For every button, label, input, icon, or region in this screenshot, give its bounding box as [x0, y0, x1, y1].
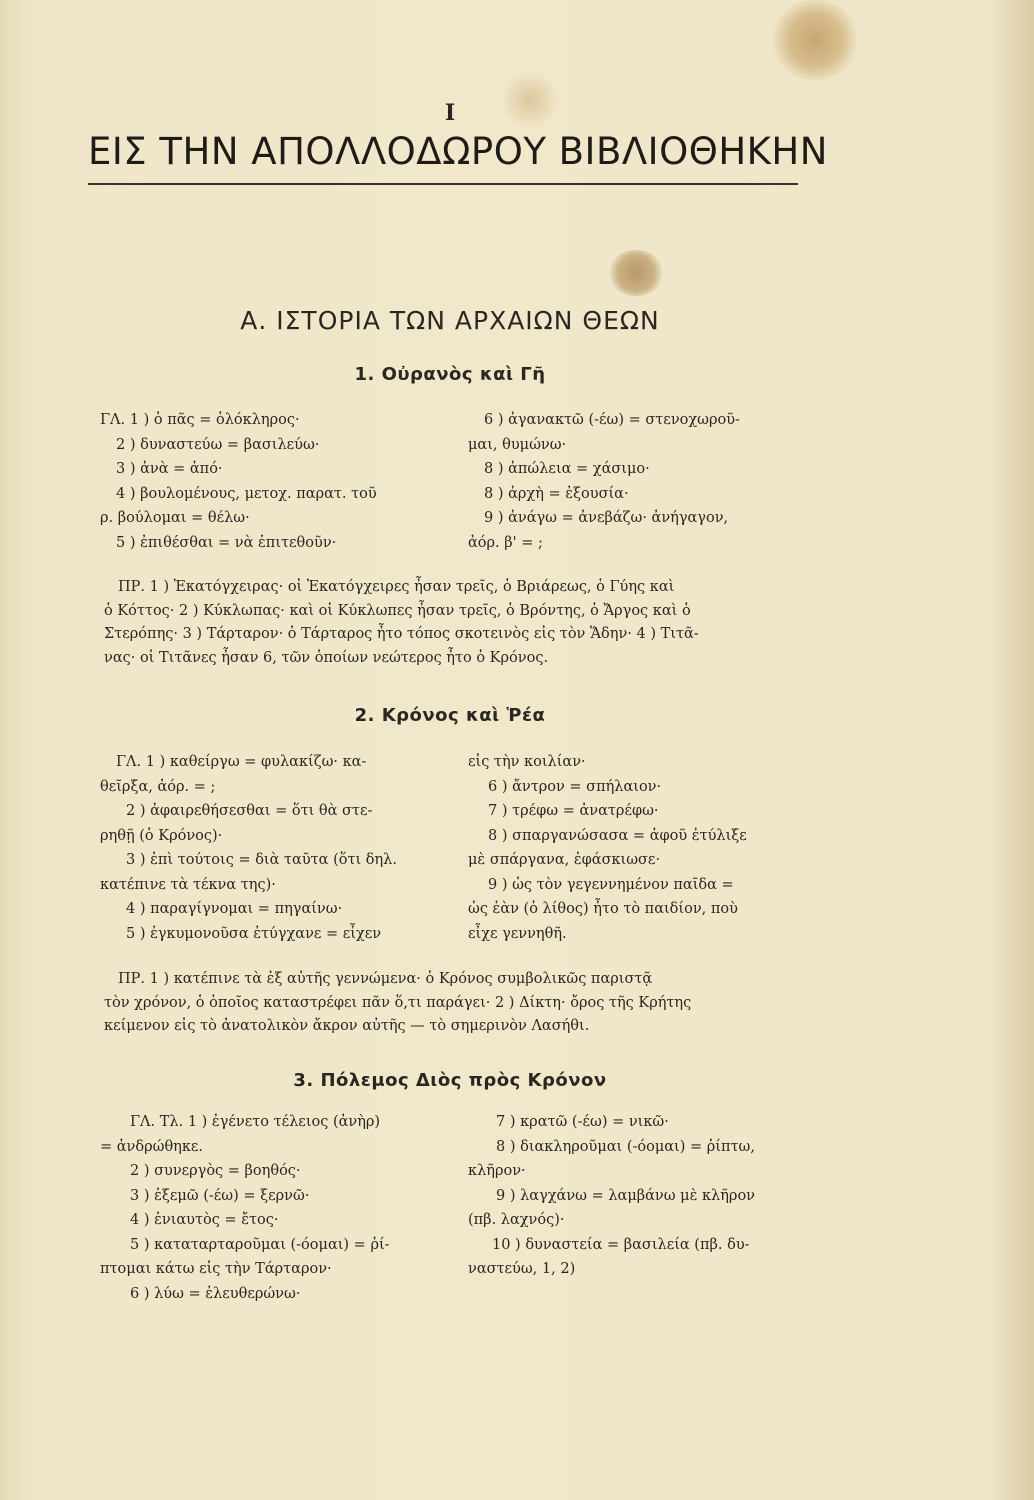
gloss-line: 2 ) δυναστεύω = βασιλεύω·: [116, 436, 320, 453]
gloss-line: θεῖρξα, ἀόρ. = ;: [100, 778, 216, 795]
gloss-line: 3 ) ἐξεμῶ (-έω) = ξερνῶ·: [130, 1187, 310, 1204]
gloss-line: 9 ) ὡς τὸν γεγεννημένον παῖδα =: [488, 876, 734, 893]
section-1-notes: [104, 576, 804, 670]
gloss-line: 4 ) ἐνιαυτὸς = ἔτος·: [130, 1212, 279, 1228]
gloss-line: ΓΛ. Τλ. 1 ) ἐγένετο τέλειος (ἀνὴρ): [130, 1114, 381, 1130]
gloss-line: 4 ) βουλομένους, μετοχ. παρατ. τοῦ: [116, 485, 377, 502]
paper-stain: [608, 250, 664, 296]
gloss-line: 8 ) σπαργανώσασα = ἀφοῦ ἐτύλιξε: [488, 827, 747, 844]
gloss-line: 5 ) ἐγκυμονοῦσα ἐτύγχανε = εἶχεν: [126, 925, 382, 942]
gloss-line: 7 ) τρέφω = ἀνατρέφω·: [488, 803, 659, 819]
gloss-line: 9 ) ἀνάγω = ἀνεβάζω· ἀνήγαγον,: [484, 510, 729, 526]
section-title-1: 1. Οὐρανὸς καὶ Γῆ: [354, 364, 546, 385]
gloss-line: 5 ) ἐπιθέσθαι = νὰ ἐπιτεθοῦν·: [116, 534, 337, 551]
note-line: νας· οἱ Τιτᾶνες ἦσαν 6, τῶν ὁποίων νεώτερος ἦτο ὁ Κρόνος.: [104, 649, 549, 666]
gloss-line: 3 ) ἀνὰ = ἀπό·: [116, 461, 223, 477]
gloss-line: ρηθῇ (ὁ Κρόνος)·: [100, 827, 223, 844]
section-3-glossary-right: [468, 1110, 818, 1282]
gloss-line: 2 ) συνεργὸς = βοηθός·: [130, 1163, 301, 1179]
note-line: ΠΡ. 1 ) κατέπινε τὰ ἐξ αὐτῆς γεννώμενα· ὁ Κρόνος συμβολικῶς παριστᾷ: [118, 971, 653, 987]
gloss-line: ΓΛ. 1 ) καθείργω = φυλακίζω· κα-: [116, 754, 367, 770]
gloss-line: ναστεύω, 1, 2): [468, 1261, 576, 1277]
note-line: κείμενον εἰς τὸ ἀνατολικὸν ἄκρον αὐτῆς — τὸ σημερινὸν Λασήθι.: [104, 1018, 590, 1034]
gloss-line: κλῆρον·: [468, 1163, 526, 1179]
gloss-line: 8 ) ἀρχὴ = ἐξουσία·: [484, 485, 629, 502]
gloss-line: 7 ) κρατῶ (-έω) = νικῶ·: [496, 1114, 669, 1130]
gloss-line: μὲ σπάργανα, ἐφάσκιωσε·: [468, 852, 661, 868]
gloss-line: 3 ) ἐπὶ τούτοις = διὰ ταῦτα (ὅτι δηλ.: [126, 852, 397, 868]
gloss-line: 4 ) παραγίγνομαι = πηγαίνω·: [126, 901, 343, 917]
section-title-2: 2. Κρόνος καὶ Ῥέα: [354, 705, 546, 726]
gloss-line: 2 ) ἀφαιρεθήσεσθαι = ὅτι θὰ στε-: [126, 803, 373, 819]
note-line: Στερόπης· 3 ) Τάρταρον· ὁ Τάρταρος ἦτο τόπος σκοτεινὸς εἰς τὸν Ἅδην· 4 ) Τιτᾶ-: [104, 626, 699, 642]
part-title: Α. ΙΣΤΟΡΙΑ ΤΩΝ ΑΡΧΑΙΩΝ ΘΕΩΝ: [240, 306, 660, 335]
gloss-line: 9 ) λαγχάνω = λαμβάνω μὲ κλῆρον: [496, 1187, 755, 1204]
gloss-line: 5 ) καταταρταροῦμαι (-όομαι) = ῥί-: [130, 1236, 390, 1253]
title-rule: [88, 183, 798, 185]
gloss-line: 6 ) λύω = ἐλευθερώνω·: [130, 1285, 301, 1302]
section-2-notes: [104, 968, 804, 1039]
gloss-line: μαι, θυμώνω·: [468, 436, 567, 453]
section-1-glossary-right: [468, 408, 818, 555]
gloss-line: = ἀνδρώθηκε.: [100, 1138, 204, 1155]
gloss-line: κατέπινε τὰ τέκνα της)·: [100, 876, 276, 893]
gloss-line: εἰς τὴν κοιλίαν·: [468, 754, 586, 770]
gloss-line: 6 ) ἄντρον = σπήλαιον·: [488, 778, 662, 795]
note-line: ὁ Κόττος· 2 ) Κύκλωπας· καὶ οἱ Κύκλωπες ἦσαν τρεῖς, ὁ Βρόντης, ὁ Ἄργος καὶ ὁ: [104, 602, 691, 619]
gloss-line: 6 ) ἀγανακτῶ (-έω) = στενοχωροῦ-: [484, 412, 740, 428]
section-2-glossary-right: [468, 750, 818, 946]
gloss-line: 10 ) δυναστεία = βασιλεία (πβ. δυ-: [492, 1236, 750, 1253]
gloss-line: πτομαι κάτω εἰς τὴν Τάρταρον·: [100, 1261, 332, 1277]
gloss-line: 8 ) ἀπώλεια = χάσιμο·: [484, 461, 650, 477]
chapter-numeral: Ι: [444, 100, 456, 126]
paper-stain: [770, 0, 860, 80]
section-title-3: 3. Πόλεμος Διὸς πρὸς Κρόνον: [293, 1070, 607, 1091]
gloss-line: (πβ. λαχνός)·: [468, 1212, 565, 1228]
note-line: τὸν χρόνον, ὁ ὁποῖος καταστρέφει πᾶν ὅ,τι παράγει· 2 ) Δίκτη· ὄρος τῆς Κρήτης: [104, 994, 692, 1011]
gloss-line: ΓΛ. 1 ) ὁ πᾶς = ὁλόκληρος·: [100, 412, 300, 428]
gloss-line: ἀόρ. β' = ;: [468, 534, 543, 551]
gloss-line: 8 ) διακληροῦμαι (-όομαι) = ῥίπτω,: [496, 1138, 755, 1155]
section-1-glossary-left: [100, 408, 460, 555]
section-3-glossary-left: [100, 1110, 460, 1306]
main-title: ΕΙΣ ΤΗΝ ΑΠΟΛΛΟΔΩΡΟΥ ΒΙΒΛΙΟΘΗΚΗΝ: [88, 130, 828, 173]
section-2-glossary-left: [100, 750, 460, 946]
note-line: ΠΡ. 1 ) Ἑκατόγχειρας· οἱ Ἑκατόγχειρες ἦσαν τρεῖς, ὁ Βριάρεως, ὁ Γύης καὶ: [118, 579, 675, 595]
gloss-line: ρ. βούλομαι = θέλω·: [100, 510, 250, 526]
gloss-line: εἶχε γεννηθῆ.: [468, 925, 567, 942]
gloss-line: ὡς ἐὰν (ὁ λίθος) ἦτο τὸ παιδίον, ποὺ: [468, 901, 738, 917]
